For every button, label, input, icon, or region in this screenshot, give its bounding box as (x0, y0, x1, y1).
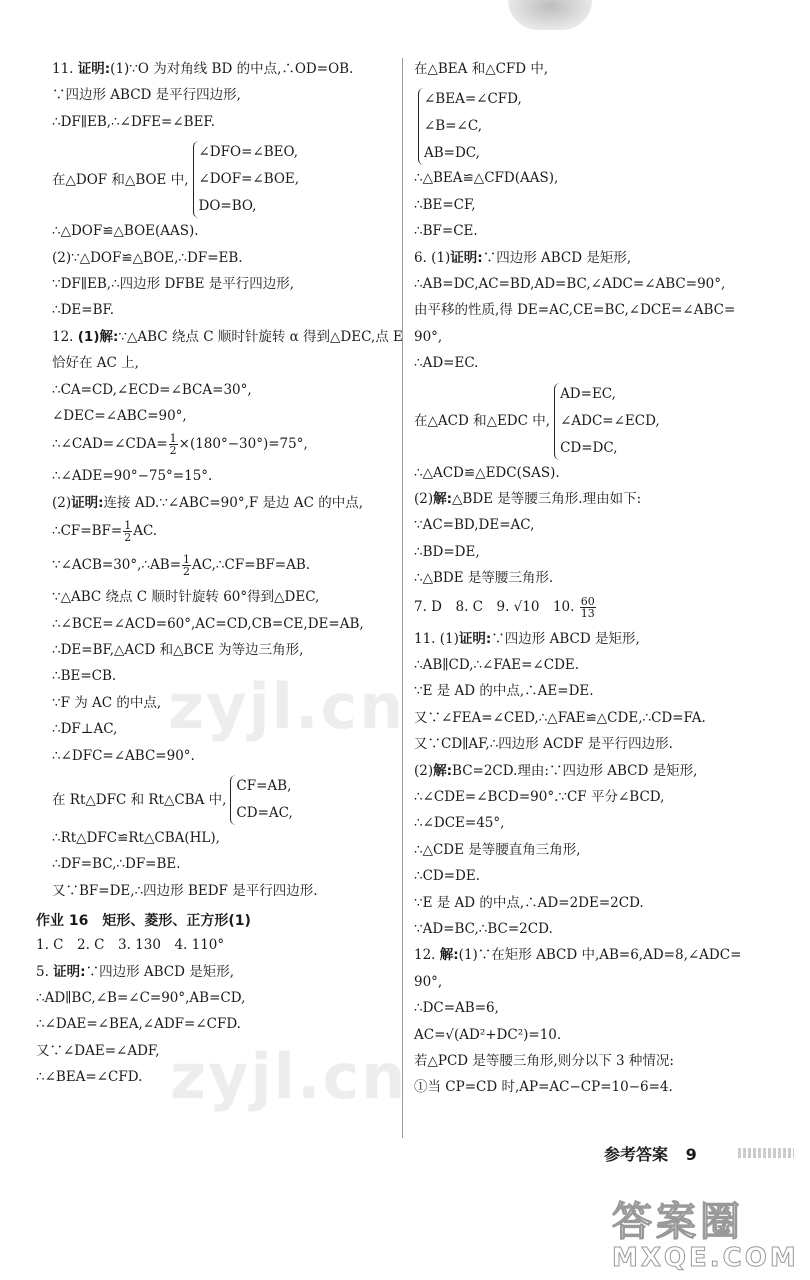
line-text: 若△PCD 是等腰三角形,则分以下 3 种情况: (414, 1053, 674, 1069)
line-text: ∴AB=DC,AC=BD,AD=BC,∠ADC=∠ABC=90°, (414, 276, 726, 292)
line-text-rest: ∵四边形 ABCD 是矩形, (491, 630, 640, 647)
line-text: (2) (414, 491, 434, 507)
line-text: 在△DOF 和△BOE 中, (52, 171, 189, 188)
answer-line (414, 999, 499, 1017)
fraction-denominator: 2 (183, 565, 191, 579)
line-text: ∵E 是 AD 的中点,∴AE=DE. (414, 683, 594, 700)
line-text: ∴BD=DE, (414, 543, 480, 560)
line-text: 在△ACD 和△EDC 中, (414, 413, 551, 430)
answer-line (52, 275, 294, 293)
answer-line (52, 86, 241, 104)
answer-line (52, 381, 252, 399)
line-text: 又∵BF=DE,∴四边形 BEDF 是平行四边形. (52, 882, 318, 899)
fraction (169, 433, 178, 456)
line-text-rest: ×(180°−30°)=75°, (178, 436, 308, 453)
logo-text-cn: 答案圈 (612, 1199, 744, 1245)
line-text-rest: ∵△ABC 绕点 C 顺时针旋转 α 得到△DEC,点 E (118, 328, 403, 345)
line-text: 又∵∠FEA=∠CED,∴△FAE≌△CDE,∴CD=FA. (414, 709, 706, 726)
answer-line (52, 554, 310, 577)
answer-line (414, 735, 673, 753)
answer-line (414, 630, 640, 648)
line-text: ∴BF=CE. (414, 223, 478, 240)
line-text: ∴∠DFC=∠ABC=90°. (52, 747, 195, 764)
line-text: (2) (414, 762, 434, 779)
column-divider (402, 58, 403, 1138)
answer-line (414, 249, 631, 267)
answer-line (414, 867, 480, 885)
line-text: ∵∠ACB=30°,∴AB= (52, 557, 182, 574)
label-bold: 证明: (450, 249, 483, 266)
line-text-rest: ∵四边形 ABCD 是矩形, (85, 963, 235, 980)
answer-line (52, 855, 181, 873)
line-text: 6. (1) (414, 249, 451, 266)
answer-line (52, 222, 199, 240)
footer-decoration (738, 1148, 794, 1158)
answer-line (414, 490, 641, 508)
line-text: 1. C 2. C 3. 130 4. 110° (36, 937, 225, 954)
answer-line (414, 973, 442, 991)
line-text: 在△BEA 和△CFD 中, (414, 61, 549, 77)
line-text: ∴BE=CF, (414, 196, 476, 213)
line-text-rest: ∵四边形 ABCD 是矩形, (482, 249, 632, 266)
line-text: ∵DF∥EB,∴四边形 DFBE 是平行四边形, (52, 276, 295, 292)
line-text: ∴∠CDE=∠BCD=90°.∵CF 平分∠BCD, (414, 789, 665, 805)
brace-condition: CF=AB, (236, 778, 292, 794)
brace-condition: DO=BO, (198, 198, 257, 215)
answer-line (414, 543, 480, 561)
answer-line (52, 113, 215, 131)
label-bold: (1)解: (77, 328, 119, 345)
brace-condition: AB=DC, (424, 145, 480, 162)
answer-line (414, 1026, 561, 1044)
answer-line (36, 1068, 142, 1086)
answer-line (414, 682, 594, 700)
fraction-numerator: 1 (124, 519, 132, 533)
line-text: ∴DF=BC,∴DF=BE. (52, 856, 181, 873)
answer-line (36, 963, 234, 981)
answer-line (52, 433, 308, 456)
line-text: 7. D 8. C 9. √10 10. (414, 598, 579, 615)
line-text: ∴△CDE 是等腰直角三角形, (414, 841, 581, 858)
line-text: ∵F 为 AC 的中点, (52, 694, 162, 711)
line-text: ∴DF⊥AC, (52, 721, 118, 738)
answer-line (52, 791, 226, 809)
line-text-rest: 连接 AD.∵∠ABC=90°,F 是边 AC 的中点, (103, 494, 363, 511)
line-text: ∴DC=AB=6, (414, 1000, 499, 1017)
answer-line (52, 520, 157, 543)
answer-line (52, 882, 318, 900)
answer-line (414, 946, 741, 964)
footer-label: 参考答案 (604, 1145, 669, 1164)
watermark: zyjl.cn (168, 670, 406, 743)
answer-line (414, 196, 476, 214)
answer-line (52, 667, 116, 685)
line-text: ∴AB∥CD,∴∠FAE=∠CDE. (414, 657, 580, 673)
page-footer (604, 1142, 697, 1165)
answer-line (52, 354, 139, 372)
line-text: (2) (52, 494, 72, 511)
brace-condition: ∠B=∠C, (424, 118, 482, 135)
answer-line (52, 328, 403, 346)
line-text: 在 Rt△DFC 和 Rt△CBA 中, (52, 792, 227, 808)
answer-line (52, 694, 161, 712)
fraction (182, 554, 191, 577)
brace-condition: CD=DC, (560, 439, 618, 456)
brace-condition: AD=EC, (560, 385, 616, 402)
answer-line (414, 516, 534, 534)
line-text: ∴△BEA≌△CFD(AAS), (414, 170, 559, 187)
answer-line (414, 920, 553, 938)
line-text: 12. (414, 947, 440, 964)
line-text: ∴∠BEA=∠CFD. (36, 1069, 143, 1086)
line-text: ∴∠DCE=45°, (414, 815, 505, 832)
answer-line (414, 1052, 674, 1070)
line-text: ∴CF=BF= (52, 523, 123, 540)
fraction-numerator: 60 (580, 594, 595, 608)
answer-line (414, 841, 581, 859)
line-text: AC=√(AD²+DC²)=10. (414, 1026, 562, 1043)
fraction (580, 596, 596, 619)
answer-line (414, 569, 553, 587)
fraction-numerator: 1 (183, 553, 191, 567)
fraction (123, 520, 132, 543)
answer-line (36, 1042, 160, 1060)
line-text: ∴△BDE 是等腰三角形. (414, 570, 554, 587)
line-text-rest: AC,∴CF=BF=AB. (192, 557, 311, 574)
brace-condition: ∠ADC=∠ECD, (560, 412, 660, 429)
answer-line (414, 596, 597, 619)
line-text: 由平移的性质,得 DE=AC,CE=BC,∠DCE=∠ABC= (414, 302, 736, 319)
line-text-rest: △BDE 是等腰三角形.理由如下: (452, 491, 642, 507)
answer-line (414, 656, 579, 674)
answer-line (52, 407, 187, 425)
answer-line (36, 936, 224, 954)
answer-line (414, 814, 504, 832)
line-text: ∴DE=BF,△ACD 和△BCE 为等边三角形, (52, 642, 304, 658)
answer-line (52, 615, 364, 633)
fraction-denominator: 2 (169, 444, 177, 458)
logo-text-en: MXQE.COM (612, 1243, 799, 1273)
answer-line (414, 222, 478, 240)
top-decoration (508, 0, 592, 30)
line-text: ∴∠DAE=∠BEA,∠ADF=∠CFD. (36, 1016, 241, 1033)
line-text: 90°, (414, 973, 443, 990)
line-text: 11. (52, 61, 78, 77)
answer-line (414, 762, 697, 780)
line-text: ∵E 是 AD 的中点,∴AD=2DE=2CD. (414, 894, 644, 911)
brace-condition: ∠BEA=∠CFD, (424, 91, 522, 108)
answer-line (52, 747, 195, 765)
label-bold: 证明: (53, 963, 86, 980)
fraction-numerator: 1 (169, 432, 177, 446)
answer-line (52, 249, 243, 267)
line-text: ①当 CP=CD 时,AP=AC−CP=10−6=4. (414, 1079, 673, 1096)
line-text: 90°, (414, 328, 443, 345)
line-text: ∴CA=CD,∠ECD=∠BCA=30°, (52, 381, 252, 398)
label-bold: 解: (433, 762, 453, 779)
answer-line (52, 301, 114, 319)
answer-line (52, 829, 220, 847)
answer-line (414, 328, 442, 346)
line-text: ∴Rt△DFC≌Rt△CBA(HL), (52, 830, 220, 846)
brace-condition: ∠DFO=∠BEO, (198, 144, 299, 161)
line-text: ∴AD=EC. (414, 355, 479, 372)
line-text: ∵△ABC 绕点 C 顺时针旋转 60°得到△DEC, (52, 589, 320, 606)
answer-line (414, 788, 664, 806)
line-text: (2)∵△DOF≌△BOE,∴DF=EB. (52, 249, 243, 266)
line-text: 又∵CD∥AF,∴四边形 ACDF 是平行四边形. (414, 736, 673, 753)
label-bold: 证明: (77, 61, 111, 77)
line-text: ∴∠CAD=∠CDA= (52, 436, 168, 453)
answer-line (52, 467, 212, 485)
label-bold: 解: (433, 491, 453, 507)
answer-line (414, 275, 725, 293)
line-text: ∴△ACD≌△EDC(SAS). (414, 464, 560, 481)
line-text-rest: (1)∵在矩形 ABCD 中,AB=6,AD=8,∠ADC= (458, 947, 742, 964)
label-bold: 解: (439, 947, 459, 964)
brace-condition: ∠DOF=∠BOE, (198, 171, 300, 188)
answer-line (36, 989, 245, 1007)
line-text: ∴BE=CB. (52, 668, 117, 685)
line-text: ∴CD=DE. (414, 868, 481, 885)
fraction-denominator: 2 (124, 531, 132, 545)
line-text: ∵AC=BD,DE=AC, (414, 517, 535, 534)
line-text: ∴AD∥BC,∠B=∠C=90°,AB=CD, (36, 990, 246, 1006)
page-number: 9 (685, 1145, 697, 1164)
answer-line (52, 720, 117, 738)
answer-line (52, 641, 303, 659)
answer-line (52, 588, 319, 606)
line-text: 11. (1) (414, 630, 459, 647)
line-text: 恰好在 AC 上, (52, 355, 139, 372)
section-title: 作业 16 矩形、菱形、正方形(1) (36, 913, 251, 930)
brace-condition: CD=AC, (236, 805, 293, 821)
line-text: 又∵∠DAE=∠ADF, (36, 1042, 160, 1059)
answer-line (414, 354, 478, 372)
fraction-denominator: 13 (580, 606, 595, 620)
line-text: ∴∠BCE=∠ACD=60°,AC=CD,CB=CE,DE=AB, (52, 615, 364, 632)
line-text: ∴DF∥EB,∴∠DFE=∠BEF. (52, 113, 215, 130)
answer-line (414, 301, 735, 319)
answer-line (414, 60, 548, 78)
answer-line (52, 171, 189, 189)
answer-line (414, 412, 550, 430)
answer-line (414, 169, 558, 187)
answer-line (52, 60, 353, 78)
line-text-rest: (1)∵O 为对角线 BD 的中点,∴OD=OB. (110, 61, 354, 77)
line-text: ∴DE=BF. (52, 302, 115, 319)
answer-line (414, 1078, 673, 1096)
line-text-rest: BC=2CD.理由:∵四边形 ABCD 是矩形, (452, 762, 698, 779)
answer-line (52, 494, 363, 512)
answer-line (414, 894, 644, 912)
watermark: zyjl.cn (170, 1040, 408, 1113)
line-text: ∵四边形 ABCD 是平行四边形, (52, 87, 241, 104)
answer-line (414, 709, 706, 727)
answer-line (414, 464, 560, 482)
line-text: 5. (36, 963, 54, 980)
line-text: ∠DEC=∠ABC=90°, (52, 408, 187, 424)
line-text: ∵AD=BC,∴BC=2CD. (414, 921, 553, 937)
line-text: 12. (52, 328, 78, 345)
corner-logo (612, 1190, 804, 1276)
line-text: ∴∠ADE=90°−75°=15°. (52, 468, 213, 485)
label-bold: 证明: (71, 494, 104, 511)
line-text: ∴△DOF≌△BOE(AAS). (52, 223, 199, 240)
line-text-rest: AC. (133, 523, 158, 540)
answer-line (36, 1015, 241, 1033)
label-bold: 证明: (458, 630, 492, 647)
